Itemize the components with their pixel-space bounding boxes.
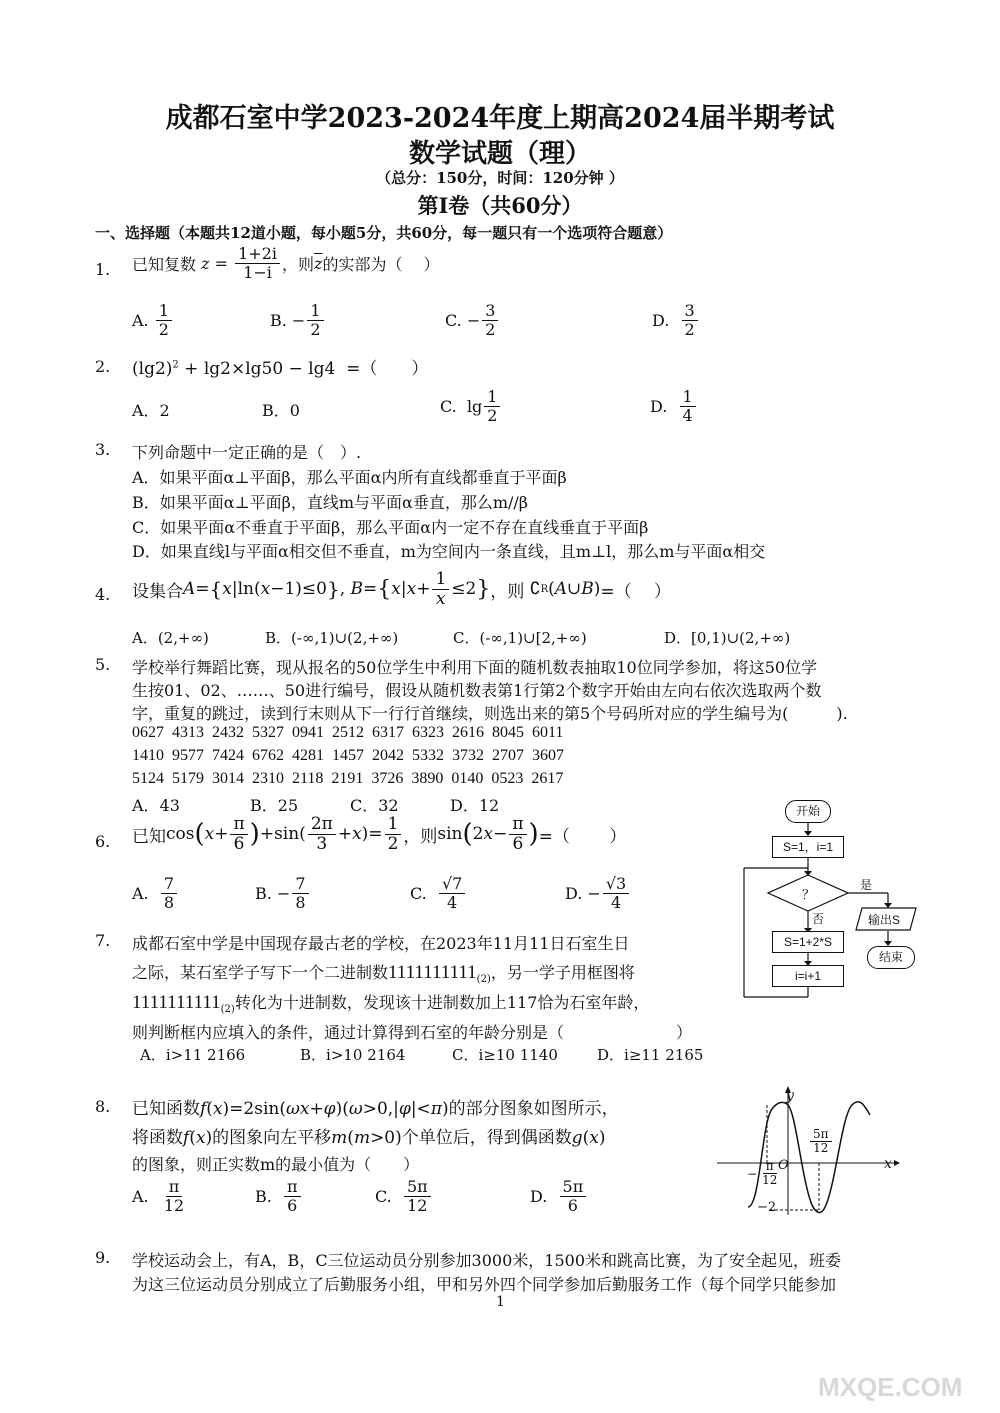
- q1-text-b: ，则: [282, 254, 315, 274]
- flowchart-yes: 是: [860, 878, 873, 892]
- q6-option-c: C. $\frac{√7}{4}$: [410, 875, 467, 911]
- q6-option-a: A. $\frac{7}{8}$: [132, 875, 179, 911]
- q6-number: 6.: [95, 832, 111, 851]
- q6-stem: 已知 cos ( x + $\frac{\pi}{6}$ ) +sin( $\frac{2\pi}{3}$ + x )= $\frac{1}{2}$ ，则 sin ( 2 x − $\frac{\pi}{6}$ ) =（ ）: [132, 814, 627, 854]
- q6-option-b: B. − $\frac{7}{8}$: [255, 875, 311, 911]
- q8-option-d: D. $\frac{5\pi}{6}$: [530, 1178, 588, 1214]
- q7-line-2: 之际，某石室学子写下一个二进制数$1111111111_{(2)}$，另一学子用框图将: [132, 962, 635, 986]
- q8-option-c: C. $\frac{5\pi}{12}$: [375, 1178, 433, 1214]
- q4-option-d: D．[0,1)∪(2,+∞): [664, 629, 791, 647]
- graph-left-tick: − $\frac{\pi}{12}$: [747, 1159, 778, 1188]
- q1-option-c: C. − $\frac{3}{2}$: [445, 302, 500, 338]
- q4-option-a: A．(2,+∞): [132, 629, 209, 647]
- q4-number: 4.: [95, 585, 111, 604]
- flowchart-end: 结束: [867, 946, 915, 969]
- page-number: 1: [496, 1294, 505, 1310]
- q7-option-d: D．i≥11 2165: [597, 1046, 704, 1064]
- section-heading: 一、选择题（本题共12道小题，每小题5分，共60分，每一题只有一个选项符合题意）: [95, 224, 673, 242]
- q7-line-1: 成都石室中学是中国现存最古老的学校，在2023年11月11日石室生日: [132, 934, 630, 953]
- exam-subtitle: 数学试题（理）: [408, 139, 591, 169]
- q3-stem: 下列命题中一定正确的是（ ）.: [132, 443, 362, 462]
- q9-line-1: 学校运动会上，有A，B，C三位运动员分别参加3000米，1500米和跳高比赛，为了安全起见，班委: [132, 1251, 841, 1270]
- q3-option-b: B．如果平面α⊥平面β，直线m与平面α垂直，那么m//β: [132, 493, 529, 512]
- q1-number: 1.: [95, 260, 111, 279]
- q8-option-a: A. $\frac{\pi}{12}$: [132, 1177, 185, 1215]
- q7-option-b: B．i>10 2164: [300, 1046, 406, 1064]
- q1-option-b: B. − $\frac{1}{2}$: [270, 302, 326, 338]
- exam-info: （总分：150分，时间：120分钟 ）: [376, 169, 624, 187]
- flowchart-output: 输出S: [868, 913, 901, 927]
- q7-number: 7.: [95, 931, 111, 950]
- q1-option-a: A. $\frac{1}{2}$: [132, 302, 174, 338]
- q2-number: 2.: [95, 357, 111, 376]
- q3-option-c: C．如果平面α不垂直于平面β，那么平面α内一定不存在直线垂直于平面β: [132, 518, 649, 537]
- random-table-row-1: 0627 4313 2432 5327 0941 2512 6317 6323 2616 8045 6011: [132, 724, 564, 741]
- q8-line-2: 将函数f(x)的图象向左平移m(m>0)个单位后，得到偶函数g(x): [132, 1128, 606, 1148]
- q1-option-d: D. $\frac{3}{2}$: [652, 302, 700, 338]
- q2-option-b: B．0: [262, 401, 300, 420]
- q8-line-1: 已知函数f(x)=2sin(ωx+φ)(ω>0,|φ|<π)的部分图象如图所示，: [132, 1099, 619, 1119]
- random-table-row-2: 1410 9577 7424 6762 4281 1457 2042 5332 3732 2707 3607: [132, 747, 564, 764]
- q5-option-d: D．12: [450, 796, 500, 815]
- volume-heading: 第Ⅰ卷（共60分）: [417, 193, 583, 218]
- q2-option-c: C. lg $\frac{1}{2}$: [440, 388, 502, 424]
- flowchart-condition: ？: [802, 887, 816, 902]
- q5-option-c: C．32: [350, 796, 399, 815]
- graph-min-label: −2: [757, 1200, 777, 1215]
- q4-option-b: B．(-∞,1)∪(2,+∞): [265, 629, 399, 647]
- q5-line-2: 生按01、02、……、50进行编号，假设从随机数表第1行第2个数字开始由左向右依次选取两个数: [132, 681, 822, 700]
- q4-stem: 设集合 A = { x |ln( x −1)≤0 } , B = { x | x + $\frac{1}{x}$ ≤2 } ，则 ∁ R ( A ∪ B ) =（ ）: [132, 569, 672, 609]
- q1-text-a: 已知复数: [132, 254, 197, 274]
- flowchart-update: S=1+2*S: [772, 931, 844, 953]
- q3-option-d: D．如果直线l与平面α相交但不垂直，m为空间内一条直线，且m⊥l，那么m与平面α相交: [132, 542, 766, 561]
- flowchart-start: 开始: [785, 800, 831, 823]
- q3-number: 3.: [95, 440, 111, 459]
- q5-option-b: B．25: [250, 796, 299, 815]
- q9-line-2: 为这三位运动员分别成立了后勤服务小组，甲和另外四个同学参加后勤服务工作（每个同学只能参加: [132, 1275, 837, 1294]
- q7-line-4: 则判断框内应填入的条件，通过计算得到石室的年龄分别是（ ）: [132, 1023, 693, 1042]
- q2-option-d: D. $\frac{1}{4}$: [650, 388, 698, 424]
- exam-title: 成都石室中学2023-2024年度上期高2024届半期考试: [165, 103, 835, 134]
- q6-tail: =（ ）: [538, 826, 627, 847]
- flowchart-increment: i=i+1: [772, 965, 844, 987]
- q1-stem: 已知复数 z = $\frac{1+2i}{1-i}$ ，则 $\overline{z}$ 的实部为（ ）: [132, 244, 440, 282]
- q3-option-a: A．如果平面α⊥平面β，那么平面α内所有直线都垂直于平面β: [132, 468, 567, 487]
- q7-line-3: $1111111111_{(2)}$转化为十进制数，发现该十进制数加上117恰为石室年龄，: [132, 992, 650, 1016]
- watermark: MXQE.COM: [818, 1372, 963, 1402]
- q4-option-c: C．(-∞,1)∪[2,+∞): [453, 629, 587, 647]
- flowchart-no: 否: [812, 912, 825, 926]
- q9-number: 9.: [95, 1248, 111, 1267]
- q4-tail: =（ ）: [600, 581, 672, 602]
- q8-line-3: 的图象，则正实数m的最小值为（ ）: [132, 1155, 420, 1174]
- q8-option-b: B. $\frac{\pi}{6}$: [255, 1178, 303, 1214]
- q7-option-c: C．i≥10 1140: [452, 1046, 558, 1064]
- q5-line-3: 字，重复的跳过，读到行末则从下一行行首继续，则选出来的第5个号码所对应的学生编号为( ).: [132, 704, 848, 723]
- q5-line-1: 学校举行舞蹈比赛，现从报名的50位学生中利用下面的随机数表抽取10位同学参加，将这50位学: [132, 658, 818, 677]
- graph-y-label: y: [786, 1088, 794, 1104]
- q6-option-d: D. − $\frac{√3}{4}$: [565, 875, 631, 911]
- q1-text-c: 的实部为（ ）: [322, 254, 440, 274]
- q2-option-a: A．2: [132, 401, 170, 420]
- q5-option-a: A．43: [132, 796, 180, 815]
- graph-right-tick: $\frac{5\pi}{12}$: [808, 1128, 834, 1155]
- graph-origin: O: [778, 1158, 789, 1173]
- q5-number: 5.: [95, 655, 111, 674]
- q4-text-b: ，则: [490, 581, 525, 602]
- q6-text-b: ，则: [403, 826, 438, 847]
- q8-number: 8.: [95, 1097, 111, 1116]
- random-table-row-3: 5124 5179 3014 2310 2118 2191 3726 3890 0140 0523 2617: [132, 770, 564, 787]
- q2-stem: $(\lg 2)^2 + \lg 2\times\lg 50 - \lg 4$ =（ ）: [132, 359, 429, 379]
- sine-curve: [748, 1102, 870, 1213]
- sine-graph: [712, 1085, 902, 1220]
- q2-tail: =（ ）: [346, 359, 429, 379]
- flowchart-init: S=1，i=1: [772, 836, 844, 858]
- q4-text-a: 设集合: [132, 581, 183, 602]
- q6-text-a: 已知: [132, 826, 166, 847]
- q7-option-a: A．i>11 2166: [140, 1046, 246, 1064]
- graph-x-label: x: [884, 1156, 892, 1172]
